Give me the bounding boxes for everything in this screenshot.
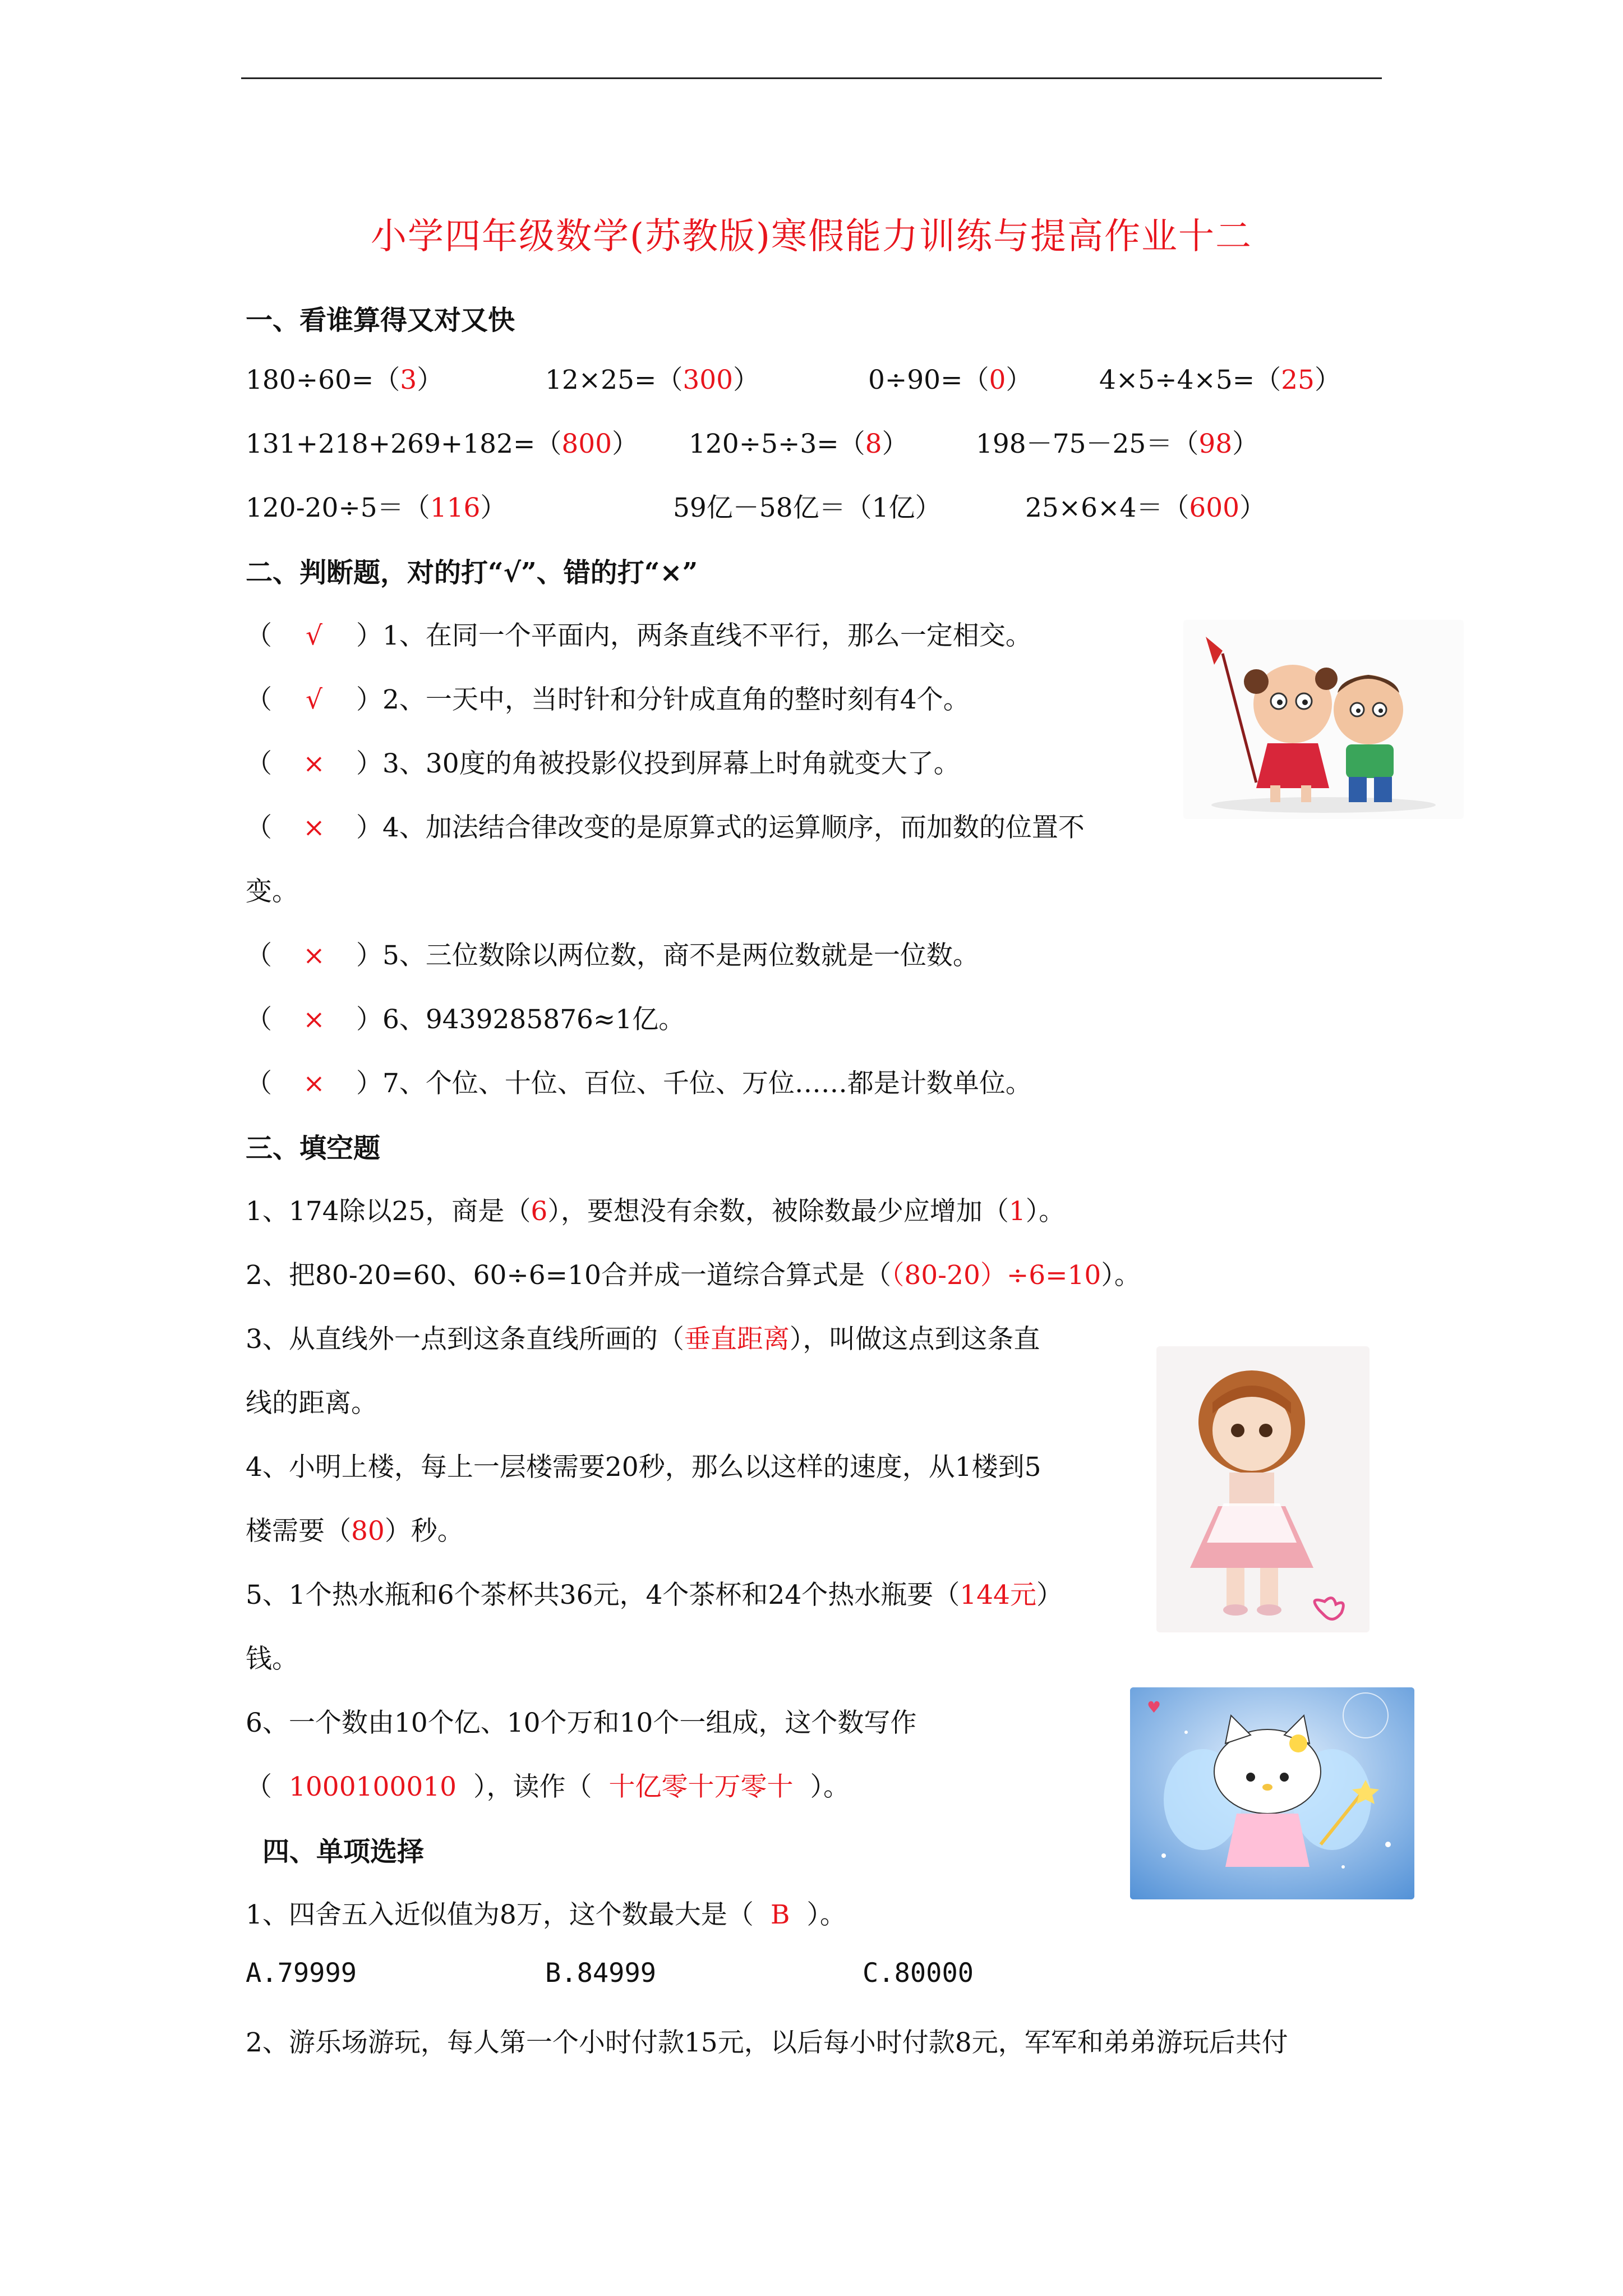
choice-option-c: C.80000 [863, 1958, 974, 1989]
svg-text:♥: ♥ [1147, 1698, 1161, 1717]
doll-illustration [1156, 1346, 1370, 1632]
choice-q1: 1、四舍五入近似值为8万，这个数最大是（ B ）。 [246, 1899, 846, 1930]
fill-q5-cont: 钱。 [246, 1644, 298, 1674]
judge-item-3: （ × ）3、30度的角被投影仪投到屏幕上时角就变大了。 [246, 748, 960, 779]
fill-q4-cont: 楼需要（80）秒。 [246, 1516, 464, 1547]
judge-item-6: （ × ）6、9439285876≈1亿。 [246, 1004, 685, 1035]
kitty-illustration [1130, 1687, 1414, 1899]
calc-2-3: 198－75－25＝（98） [976, 429, 1259, 459]
fill-q3: 3、从直线外一点到这条直线所画的（垂直距离），叫做这点到这条直 [246, 1324, 1040, 1355]
judge-item-7: （ × ）7、个位、十位、百位、千位、万位……都是计数单位。 [246, 1068, 1032, 1099]
judge-item-4: （ × ）4、加法结合律改变的是原算式的运算顺序，而加数的位置不 [246, 812, 1085, 843]
calc-1-3: 0÷90=（0） [868, 365, 1032, 395]
calc-3-3: 25×6×4＝（600） [1025, 493, 1266, 523]
calc-1-1: 180÷60=（3） [246, 365, 444, 395]
fill-q2: 2、把80-20=60、60÷6=10合并成一道综合算式是（（80-20）÷6=10）。 [246, 1260, 1141, 1291]
calc-3-2: 59亿－58亿＝（1亿） [673, 493, 942, 523]
calc-1-4: 4×5÷4×5=（25） [1099, 365, 1341, 395]
fill-q6: 6、一个数由10个亿、10个万和10个一组成，这个数写作 [246, 1708, 917, 1738]
fill-q5: 5、1个热水瓶和6个茶杯共36元，4个茶杯和24个热水瓶要（144元） [246, 1580, 1063, 1611]
section3-heading: 三、填空题 [246, 1133, 381, 1164]
judge-item-2: （ √ ）2、一天中，当时针和分针成直角的整时刻有4个。 [246, 684, 970, 715]
calc-2-2: 120÷5÷3=（8） [689, 429, 909, 459]
calc-2-1: 131+218+269+182=（800） [246, 429, 639, 459]
choice-option-b: B.84999 [545, 1958, 657, 1989]
section2-heading: 二、判断题，对的打“√”、错的打“×” [246, 557, 698, 588]
fill-q3-cont: 线的距离。 [246, 1388, 377, 1419]
judge-item-4-cont: 变。 [246, 876, 298, 907]
calc-3-1: 120-20÷5＝（116） [246, 493, 507, 523]
page-title: 小学四年级数学(苏教版)寒假能力训练与提高作业十二 [371, 216, 1252, 257]
fill-q1: 1、174除以25，商是（6），要想没有余数，被除数最少应增加（1）。 [246, 1196, 1066, 1227]
fill-q4: 4、小明上楼，每上一层楼需要20秒，那么以这样的速度，从1楼到5 [246, 1452, 1041, 1483]
section4-heading: 四、单项选择 [262, 1836, 425, 1867]
choice-option-a: A.79999 [246, 1958, 357, 1989]
kids-illustration [1183, 620, 1464, 819]
judge-item-1: （ √ ）1、在同一个平面内，两条直线不平行，那么一定相交。 [246, 620, 1032, 651]
section1-heading: 一、看谁算得又对又快 [246, 305, 515, 336]
header-rule [241, 77, 1382, 79]
fill-q6-cont: （ 1000100010 ），读作（ 十亿零十万零十 ）。 [246, 1772, 850, 1802]
judge-item-5: （ × ）5、三位数除以两位数，商不是两位数就是一位数。 [246, 940, 979, 971]
choice-q2: 2、游乐场游玩，每人第一个小时付款15元，以后每小时付款8元，军军和弟弟游玩后共付 [246, 2027, 1288, 2058]
calc-1-2: 12×25=（300） [545, 365, 760, 395]
